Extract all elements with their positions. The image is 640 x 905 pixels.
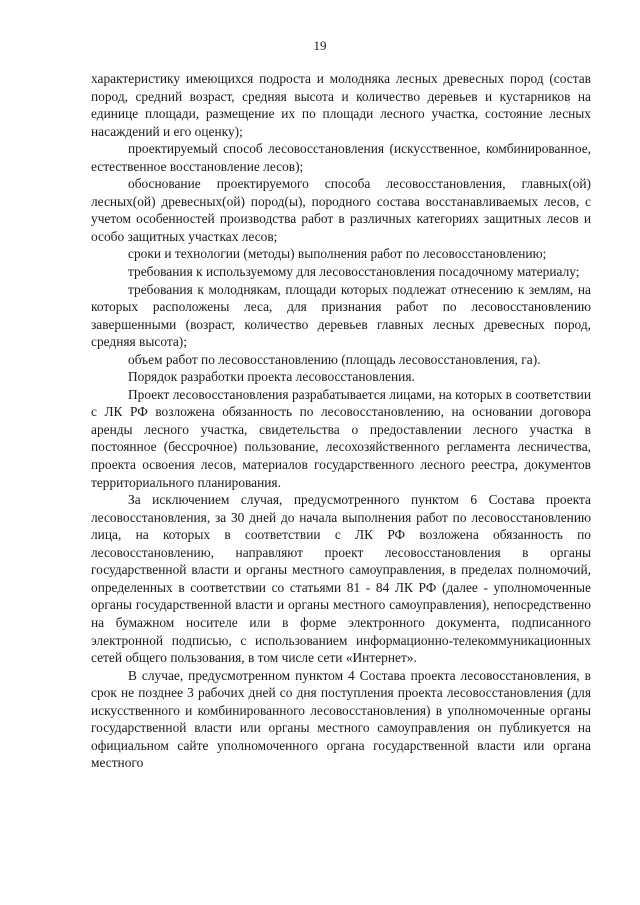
paragraph-5: требования к используемому для лесовосстановления посадочному материалу; <box>128 264 580 280</box>
page-number: 19 <box>313 38 327 53</box>
paragraph-3: обоснование проектируемого способа лесовосстановления, главных(ой) лесных(ой) древесных(ой) пород(ы), породного состава восстанавливаемых лесов, с учетом особенностей производства работ в различных категориях защитных лесов и особо защитных участках лесов; <box>91 176 591 244</box>
document-body <box>91 70 591 772</box>
paragraph-6: требования к молоднякам, площади которых подлежат отнесению к землям, на которых расположены леса, для признания работ по лесовосстановлению завершенными (возраст, количество деревьев главных лесных древесных пород, средняя высота); <box>91 281 591 350</box>
paragraph-10: За исключением случая, предусмотренного пунктом 6 Состава проекта лесовосстановления, за 30 дней до начала выполнения работ по лесовосстановлению лица, на которых в соответствии с ЛК РФ возложена обязанность по лесовосстановлению, направляют проект лесовосстановления в органы государственной власти и органы местного самоуправления, в пределах полномочий, определенных в соответствии со статьями 81 - 84 ЛК РФ (далее - уполномоченные органы государственной власти и органы местного самоуправления), непосредственно на бумажном носителе или в форме электронного документа, подписанного электронной подписью, с использованием информационно-телекоммуникационных сетей общего пользования, в том числе сети «Интернет». <box>91 492 591 666</box>
paragraph-7: объем работ по лесовосстановлению (площадь лесовосстановления, га). <box>128 351 541 367</box>
paragraph-2: проектируемый способ лесовосстановления (искусственное, комбинированное, естественное восстановление лесов); <box>91 141 591 174</box>
paragraph-9: Проект лесовосстановления разрабатывается лицами, на которых в соответствии с ЛК РФ возложена обязанность по лесовосстановлению, на основании договора аренды лесного участка, свидетельства о предоставлении лесного участка в постоянное (бессрочное) пользование, лесохозяйственного регламента лесничества, проекта освоения лесов, материалов государственного лесного реестра, документов территориального планирования. <box>91 386 591 490</box>
paragraph-1: характеристику имеющихся подроста и молодняка лесных древесных пород (состав пород, средний возраст, средняя высота и количество деревьев и кустарников на единице площади, размещение их по площади лесного участка, состояние лесных насаждений и его оценку); <box>91 71 591 139</box>
paragraph-11: В случае, предусмотренном пунктом 4 Состава проекта лесовосстановления, в срок не позднее 3 рабочих дней со дня поступления проекта лесовосстановления (для искусственного и комбинированного лесовосстановления) в уполномоченные органы государственной власти или органы местного самоуправления он публикуется на официальном сайте уполномоченного органа государственной власти или органа местного <box>91 667 591 771</box>
paragraph-8: Порядок разработки проекта лесовосстановления. <box>128 369 415 385</box>
paragraph-4: сроки и технологии (методы) выполнения работ по лесовосстановлению; <box>128 246 547 262</box>
